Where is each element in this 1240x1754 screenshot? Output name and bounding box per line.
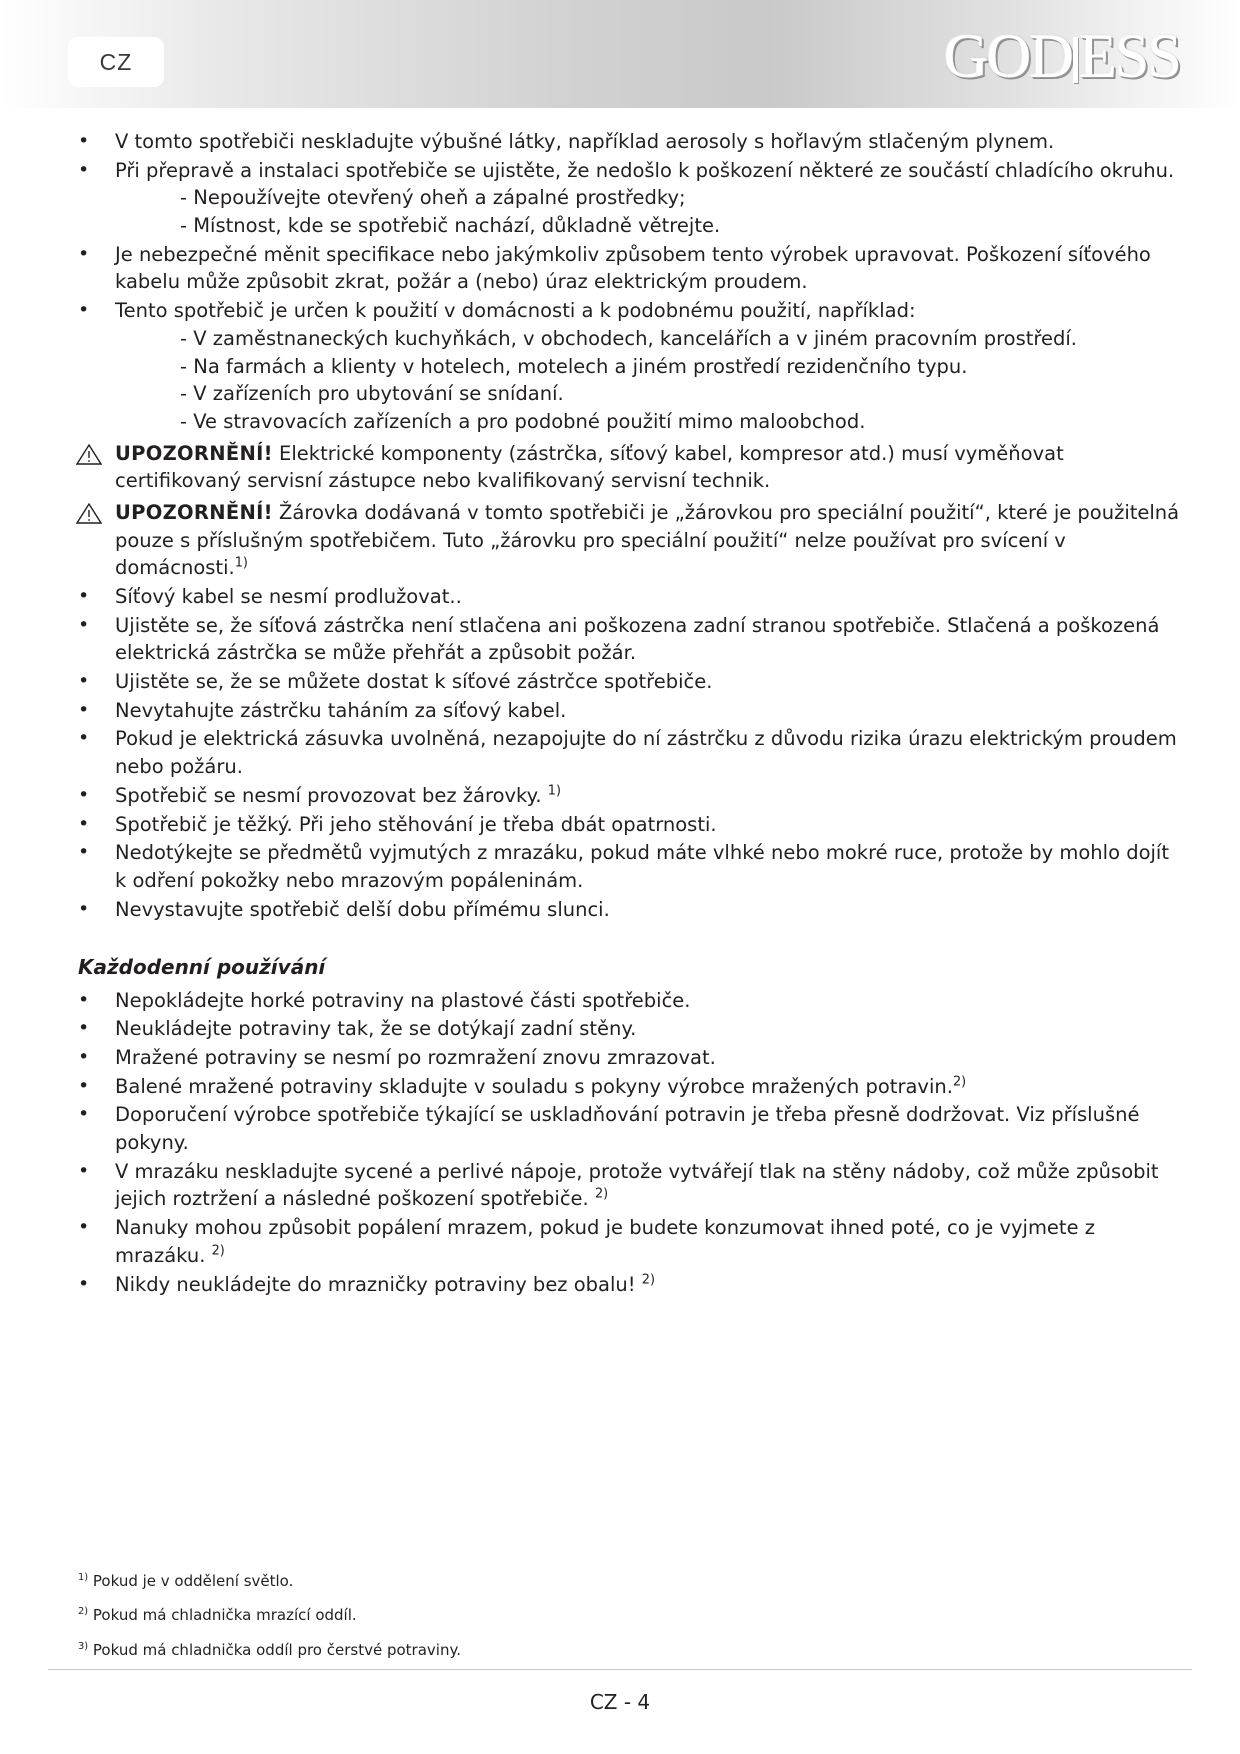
sub-item: - Místnost, kde se spotřebič nachází, důkladně větrejte.: [180, 214, 721, 238]
footnote-ref: 2): [952, 1074, 967, 1090]
list-item: [70, 1044, 1180, 1072]
list-item: [70, 896, 1180, 924]
list-item-text: Ujistěte se, že se můžete dostat k síťové zástrčce spotřebiče.: [115, 670, 713, 694]
list-item: [70, 987, 1180, 1015]
list-item: [70, 241, 1180, 296]
footnote-item: [78, 1639, 1180, 1662]
footnote-item: [78, 1604, 1180, 1627]
list-item-text: V mrazáku neskladujte sycené a perlivé nápoje, protože vytvářejí tlak na stěny nádoby, což může způsobit jejich roztržení a následné poškození spotřebiče.: [115, 1159, 1159, 1211]
list-item-text: Neukládejte potraviny tak, že se dotýkají zadní stěny.: [115, 1017, 637, 1041]
list-item: [70, 782, 1180, 810]
list-item-text: Pokud je elektrická zásuvka uvolněná, nezapojujte do ní zástrčku z důvodu rizika úrazu elektrickým proudem nebo požáru.: [115, 727, 1177, 779]
footnote-marker: 2): [78, 1606, 89, 1618]
footnote-text: Pokud je v oddělení světlo.: [88, 1572, 294, 1590]
page-header: [0, 0, 1240, 108]
list-item-text: Nepokládejte horké potraviny na plastové části spotřebiče.: [115, 988, 691, 1012]
list-item-text: Spotřebič je těžký. Při jeho stěhování je třeba dbát opatrnosti.: [115, 812, 717, 836]
warning-text: Elektrické komponenty (zástrčka, síťový kabel, kompresor atd.) musí vyměňovat certifikovaný servisní zástupce nebo kvalifikovaný servisní technik.: [115, 441, 1064, 493]
list-item-text: Nevytahujte zástrčku taháním za síťový kabel.: [115, 698, 567, 722]
list-item-text: Mražené potraviny se nesmí po rozmražení znovu zmrazovat.: [115, 1046, 716, 1070]
list-item: [70, 1073, 1180, 1101]
list-item: [70, 1158, 1180, 1213]
footnote-ref: 2): [211, 1243, 225, 1259]
footnote-ref: 2): [641, 1272, 655, 1288]
list-item-text: Je nebezpečné měnit specifikace nebo jakýmkoliv způsobem tento výrobek upravovat. Poškození síťového kabelu může způsobit zkrat, požár a (nebo) úraz elektrickým proudem.: [115, 242, 1151, 294]
language-badge: CZ: [68, 37, 164, 87]
safety-list-2: [70, 583, 1180, 923]
page-number: CZ - 4: [589, 1690, 651, 1714]
footnote-marker: 1): [78, 1572, 89, 1583]
list-item-text: Nanuky mohou způsobit popálení mrazem, pokud je budete konzumovat ihned poté, co je vyjmete z mrazáku.: [115, 1216, 1096, 1267]
list-item: [70, 697, 1180, 725]
header-inner: [0, 0, 1240, 108]
list-item: [70, 725, 1180, 780]
list-item-text: Balené mražené potraviny skladujte v souladu s pokyny výrobce mražených potravin.: [115, 1074, 953, 1098]
list-item: [70, 811, 1180, 839]
list-item: [70, 128, 1180, 156]
list-item: [70, 1271, 1180, 1299]
sub-item: - V zařízeních pro ubytování se snídaní.: [180, 382, 564, 406]
warning-triangle-icon: [76, 443, 102, 466]
warning-triangle-icon: [76, 502, 102, 525]
list-item-text: Tento spotřebič je určen k použití v domácnosti a k podobnému použití, například:: [115, 299, 916, 323]
list-item-text: Nedotýkejte se předmětů vyjmutých z mrazáku, pokud máte vlhké nebo mokré ruce, protože by mohlo dojít k odření pokožky nebo mrazovým popáleninám.: [115, 841, 1169, 892]
list-item: [70, 612, 1180, 667]
list-item-text: Při přepravě a instalaci spotřebiče se ujistěte, že nedošlo k poškození některé ze součástí chladícího okruhu.: [115, 158, 1175, 182]
safety-list-1: [70, 128, 1180, 436]
list-item-text: Ujistěte se, že síťová zástrčka není stlačena ani poškozena zadní stranou spotřebiče. Stlačená a poškozená elektrická zástrčka se může přehřát a způsobit požár.: [115, 613, 1160, 665]
list-item: [70, 583, 1180, 611]
list-item-text: V tomto spotřebiči neskladujte výbušné látky, například aerosoly s hořlavým stlačeným plynem.: [115, 130, 1055, 153]
brand-logo: GOD ESS: [943, 23, 1180, 91]
list-item: [70, 668, 1180, 696]
list-item-text: Doporučení výrobce spotřebiče týkající se uskladňování potravin je třeba přesně dodržovat. Viz příslušné pokyny.: [115, 1103, 1140, 1155]
brand-bar-decoration: [1073, 37, 1078, 83]
footnote-item: [78, 1570, 1180, 1593]
warning-block: [70, 499, 1180, 582]
list-item-text: Síťový kabel se nesmí prodlužovat..: [115, 585, 462, 608]
list-item-text: Spotřebič se nesmí provozovat bez žárovky.: [115, 783, 548, 807]
footnote-ref: 2): [594, 1186, 609, 1202]
daily-use-list: [70, 987, 1180, 1299]
sub-item: - Ve stravovacích zařízeních a pro podobné použití mimo maloobchod.: [180, 409, 866, 433]
list-item: [70, 1101, 1180, 1156]
footnotes: [78, 1570, 1180, 1673]
warning-label: UPOZORNĚNÍ!: [115, 441, 273, 465]
list-item: [70, 839, 1180, 894]
footnote-ref: 1): [547, 783, 561, 799]
list-item: [70, 1214, 1180, 1269]
footnote-ref: 1): [234, 555, 248, 571]
list-item: [70, 1015, 1180, 1043]
section-title-daily-use: Každodenní používání: [78, 955, 326, 980]
sub-item: - Nepoužívejte otevřený oheň a zápalné prostředky;: [180, 186, 686, 210]
footnote-text: Pokud má chladnička mrazící oddíl.: [88, 1606, 357, 1625]
list-item-text: Nikdy neukládejte do mrazničky potraviny bez obalu!: [115, 1272, 642, 1296]
document-content: [70, 128, 1180, 1299]
footnote-marker: 3): [78, 1640, 89, 1652]
list-item: [70, 157, 1180, 240]
list-item-text: Nevystavujte spotřebič delší dobu přímému slunci.: [115, 897, 610, 921]
sub-item: - Na farmách a klienty v hotelech, motelech a jiném prostředí rezidenčního typu.: [180, 354, 968, 378]
list-item: [70, 297, 1180, 435]
warning-label: UPOZORNĚNÍ!: [115, 500, 273, 524]
footer-divider: [48, 1669, 1192, 1670]
footnote-text: Pokud má chladnička oddíl pro čerstvé potraviny.: [88, 1640, 461, 1659]
sub-item: - V zaměstnaneckých kuchyňkách, v obchodech, kancelářích a v jiném pracovním prostředí.: [180, 326, 1077, 350]
warning-block: [70, 440, 1180, 495]
warning-text: Žárovka dodávaná v tomto spotřebiči je „žárovkou pro speciální použití“, které je použitelná pouze s příslušným spotřebičem. Tuto „žárovku pro speciální použití“ nelze používat pro svícení v domácnosti.: [115, 500, 1180, 580]
